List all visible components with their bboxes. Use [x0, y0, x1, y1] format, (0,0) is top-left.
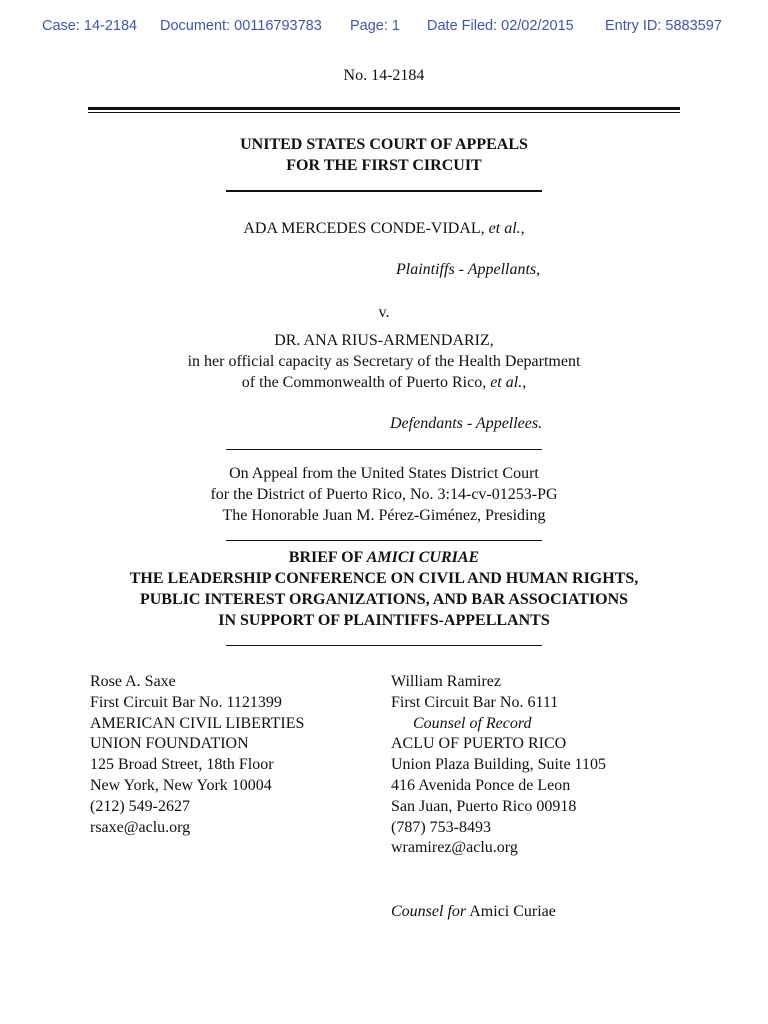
- defendant-name: DR. ANA RIUS-ARMENDARIZ,: [274, 332, 494, 349]
- brief-title-line1: BRIEF OF AMICI CURIAE: [288, 549, 480, 566]
- counsel-left-bar: First Circuit Bar No. 1121399: [90, 693, 282, 711]
- counsel-left-phone: (212) 549-2627: [90, 797, 190, 815]
- plaintiff-role: Plaintiffs - Appellants,: [396, 261, 541, 278]
- court-name-line1: UNITED STATES COURT OF APPEALS: [240, 136, 528, 153]
- counsel-right-name: William Ramirez: [391, 673, 501, 690]
- counsel-right-street: 416 Avenida Ponce de Leon: [391, 776, 571, 794]
- top-rule-thick: [88, 107, 680, 110]
- court-rule: [226, 190, 542, 192]
- ecf-page: Page: 1: [350, 18, 400, 34]
- counsel-right-city: San Juan, Puerto Rico 00918: [391, 797, 577, 815]
- plaintiff-name: ADA MERCEDES CONDE-VIDAL, et al.,: [243, 220, 525, 237]
- appeal-rule: [226, 540, 542, 541]
- counsel-left-street: 125 Broad Street, 18th Floor: [90, 756, 274, 774]
- docket-number: No. 14-2184: [343, 67, 425, 84]
- versus: v.: [378, 304, 390, 321]
- brief-rule: [226, 645, 542, 646]
- counsel-right-block: [391, 672, 606, 859]
- counsel-right-building: Union Plaza Building, Suite 1105: [391, 756, 606, 774]
- ecf-date-filed: Date Filed: 02/02/2015: [427, 18, 574, 34]
- counsel-right-email[interactable]: wramirez@aclu.org: [391, 839, 518, 857]
- counsel-right-record: Counsel of Record: [413, 714, 532, 732]
- counsel-left-email[interactable]: rsaxe@aclu.org: [90, 818, 191, 836]
- appeal-line2: for the District of Puerto Rico, No. 3:14-cv-01253-PG: [210, 486, 558, 503]
- brief-title-line3: PUBLIC INTEREST ORGANIZATIONS, AND BAR ASSOCIATIONS: [139, 591, 629, 608]
- defendant-capacity: in her official capacity as Secretary of the Health Department: [187, 353, 581, 370]
- counsel-left-name: Rose A. Saxe: [90, 673, 176, 690]
- court-name-line2: FOR THE FIRST CIRCUIT: [286, 157, 482, 174]
- counsel-left-org-line2: UNION FOUNDATION: [90, 735, 249, 753]
- appeal-line3: The Honorable Juan M. Pérez-Giménez, Presiding: [222, 507, 546, 524]
- counsel-left-city: New York, New York 10004: [90, 776, 272, 794]
- counsel-right-bar: First Circuit Bar No. 6111: [391, 693, 559, 711]
- defendant-commonwealth: of the Commonwealth of Puerto Rico, et al.,: [241, 374, 527, 391]
- parties-rule: [226, 449, 542, 450]
- ecf-case: Case: 14-2184: [42, 18, 138, 34]
- ecf-header: [0, 18, 768, 38]
- counsel-for-amici: Counsel for Amici Curiae: [391, 903, 556, 920]
- ecf-entry-id: Entry ID: 5883597: [605, 18, 722, 34]
- counsel-right-org: ACLU OF PUERTO RICO: [391, 735, 567, 753]
- ecf-document: Document: 00116793783: [160, 18, 322, 34]
- counsel-left-block: [90, 672, 304, 838]
- counsel-left-org-line1: AMERICAN CIVIL LIBERTIES: [90, 714, 305, 732]
- brief-title-line4: IN SUPPORT OF PLAINTIFFS-APPELLANTS: [218, 612, 550, 629]
- defendant-role: Defendants - Appellees.: [390, 415, 543, 432]
- brief-title-line2: THE LEADERSHIP CONFERENCE ON CIVIL AND HUMAN RIGHTS,: [129, 570, 639, 587]
- counsel-right-phone: (787) 753-8493: [391, 818, 491, 836]
- top-rule-thin: [88, 112, 680, 113]
- appeal-line1: On Appeal from the United States District Court: [229, 465, 539, 482]
